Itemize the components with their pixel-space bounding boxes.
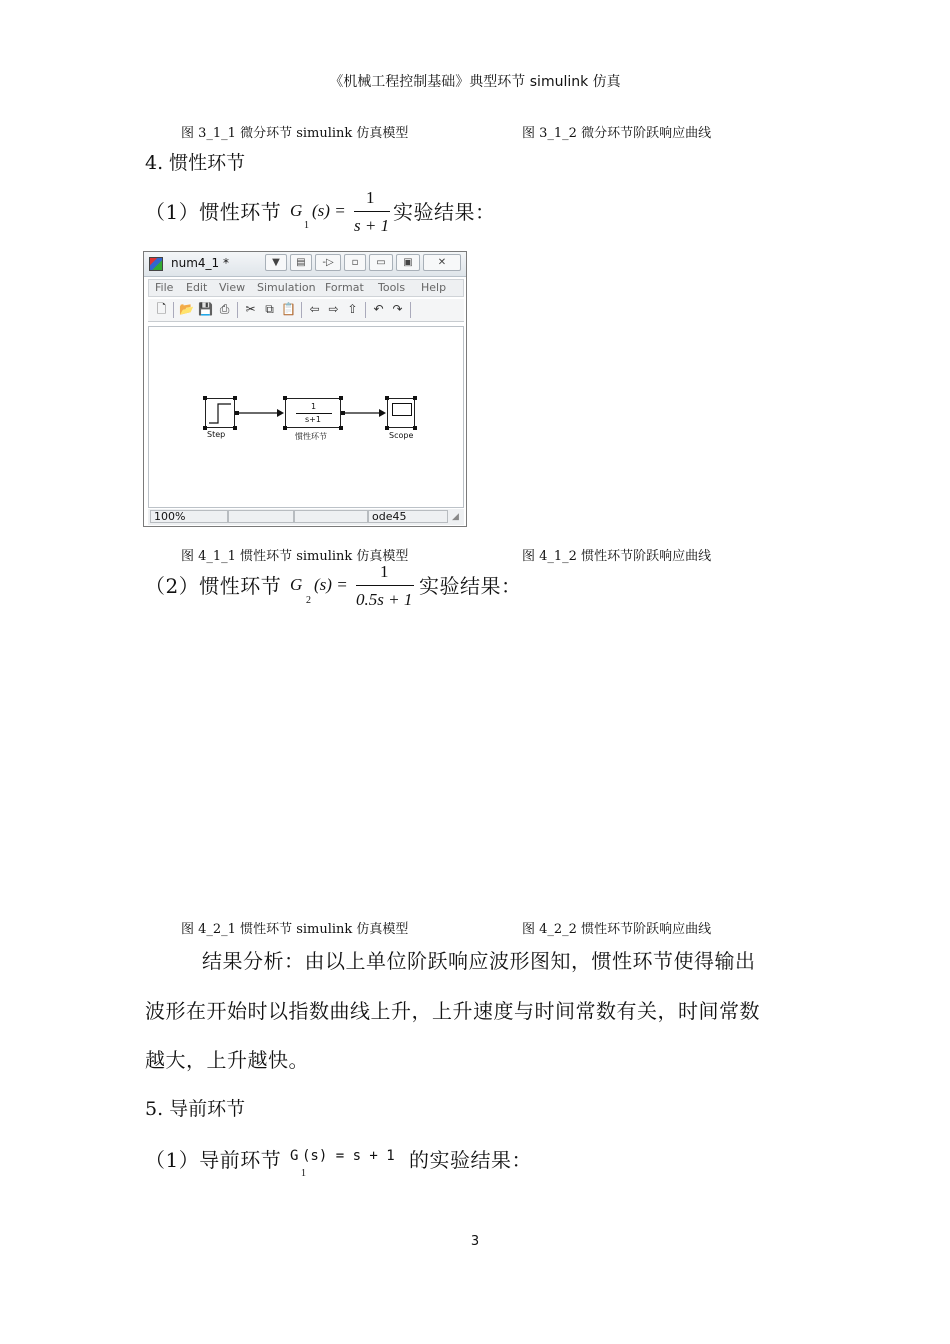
toolbar-separator <box>301 302 302 318</box>
formula-g2-arg: (s) = <box>314 575 348 594</box>
analysis-line-2: 波形在开始时以指数曲线上升，上升速度与时间常数有关，时间常数 <box>145 999 760 1023</box>
selection-handle <box>413 396 417 400</box>
menu-tools[interactable]: Tools <box>378 281 406 294</box>
menu-bar <box>148 279 464 297</box>
selection-handle <box>339 396 343 400</box>
selection-handle <box>283 426 287 430</box>
model-canvas[interactable] <box>148 326 464 508</box>
figure-caption-4-1-2: 图 4_1_2 惯性环节阶跃响应曲线 <box>522 549 712 564</box>
arrowhead-icon <box>277 409 284 417</box>
cut-icon[interactable]: ✂ <box>245 302 256 316</box>
toolbar-separator <box>410 302 411 318</box>
scope-screen-icon <box>392 403 412 416</box>
menu-simulation[interactable]: Simulation <box>257 281 316 294</box>
print-icon[interactable]: ⎙ <box>219 302 230 316</box>
figure-caption-4-2-1: 图 4_2_1 惯性环节 simulink 仿真模型 <box>181 922 409 937</box>
tf-numerator: 1 <box>311 402 317 411</box>
toolbar-separator <box>237 302 238 318</box>
status-bar <box>148 509 464 525</box>
maximize-button[interactable]: ▣ <box>396 254 420 271</box>
selection-handle <box>283 396 287 400</box>
menu-view[interactable]: View <box>219 281 246 294</box>
figure-caption-3-1-1: 图 3_1_1 微分环节 simulink 仿真模型 <box>181 126 409 141</box>
menu-help[interactable]: Help <box>421 281 447 294</box>
transfer-function-block[interactable] <box>285 398 341 428</box>
figure-caption-4-2-2: 图 4_2_2 惯性环节阶跃响应曲线 <box>522 922 712 937</box>
formula-g1-subscript: 1 <box>304 220 309 231</box>
selection-handle <box>339 426 343 430</box>
formula-g-lead-subscript: 1 <box>301 1168 306 1179</box>
scope-block-label: Scope <box>389 431 414 440</box>
tf-fraction-bar <box>296 413 332 414</box>
formula-g2 <box>290 562 418 614</box>
formula-g-lead <box>290 1148 410 1182</box>
up-arrow-icon[interactable]: ⇧ <box>347 302 358 316</box>
item-4-1-prefix: （1）惯性环节 <box>145 200 282 224</box>
toolbar-separator <box>365 302 366 318</box>
formula-g1 <box>290 188 394 238</box>
arrowhead-icon <box>379 409 386 417</box>
status-zoom: 100% <box>150 510 228 523</box>
formula-g1-fraction-bar <box>354 211 390 212</box>
minimize-button[interactable]: ▭ <box>369 254 393 271</box>
item-5-1-suffix: 的实验结果： <box>409 1148 532 1172</box>
formula-g2-subscript: 2 <box>306 595 311 606</box>
figure-caption-3-1-2: 图 3_1_2 微分环节阶跃响应曲线 <box>522 126 712 141</box>
scope-block[interactable] <box>387 398 415 428</box>
item-4-1-suffix: 实验结果： <box>393 200 496 224</box>
new-file-icon[interactable]: 🗋 <box>156 302 167 316</box>
selection-handle <box>233 426 237 430</box>
menu-format[interactable]: Format <box>325 281 364 294</box>
item-4-2-suffix: 实验结果： <box>419 574 522 598</box>
connect-icon[interactable]: -▷ <box>315 254 341 271</box>
window-title: num4_1 * <box>171 256 229 270</box>
formula-g1-denominator: s + 1 <box>354 216 390 235</box>
analysis-line-1: 结果分析：由以上单位阶跃响应波形图知，惯性环节使得输出 <box>202 949 756 973</box>
copy-icon[interactable]: ⧉ <box>265 302 274 316</box>
tf-block-label: 惯性环节 <box>295 432 327 441</box>
paste-icon[interactable]: 📋 <box>281 302 296 316</box>
undo-icon[interactable]: ↶ <box>373 302 384 316</box>
redo-icon[interactable]: ↷ <box>392 302 403 316</box>
status-solver: ode45 <box>368 510 448 523</box>
menu-edit[interactable]: Edit <box>186 281 208 294</box>
selection-handle <box>203 396 207 400</box>
formula-g-lead-rhs: (s) = s + 1 <box>302 1148 395 1164</box>
simulink-app-icon <box>149 257 163 271</box>
formula-g1-numerator: 1 <box>366 188 375 207</box>
chevron-down-icon[interactable]: ▼ <box>265 254 287 271</box>
page-header: 《机械工程控制基础》典型环节 simulink 仿真 <box>329 74 621 90</box>
formula-g2-numerator: 1 <box>380 562 389 581</box>
simulink-window <box>143 251 467 527</box>
small-window-icon[interactable]: ▫ <box>344 254 366 271</box>
selection-handle <box>385 396 389 400</box>
toolbar-separator <box>173 302 174 318</box>
item-4-2-prefix: （2）惯性环节 <box>145 574 282 598</box>
selection-handle <box>413 426 417 430</box>
formula-g-lead-symbol: G <box>290 1148 299 1164</box>
analysis-line-3: 越大，上升越快。 <box>145 1048 309 1072</box>
item-5-1-prefix: （1）导前环节 <box>145 1148 282 1172</box>
library-icon[interactable]: ▤ <box>290 254 312 271</box>
figure-caption-4-1-1: 图 4_1_1 惯性环节 simulink 仿真模型 <box>181 549 409 564</box>
page-number: 3 <box>470 1234 480 1249</box>
formula-g2-denominator: 0.5s + 1 <box>356 590 413 609</box>
section-5-heading: 5. 导前环节 <box>145 1098 246 1120</box>
menu-file[interactable]: File <box>155 281 174 294</box>
step-symbol-icon <box>206 399 234 427</box>
tf-denominator: s+1 <box>305 415 321 424</box>
formula-g2-symbol: G <box>290 575 303 594</box>
section-4-heading: 4. 惯性环节 <box>145 152 246 174</box>
status-empty-2 <box>294 510 368 523</box>
back-arrow-icon[interactable]: ⇦ <box>309 302 320 316</box>
selection-handle <box>385 426 389 430</box>
formula-g2-fraction-bar <box>356 585 414 586</box>
window-titlebar <box>144 252 466 277</box>
forward-arrow-icon[interactable]: ⇨ <box>328 302 339 316</box>
save-icon[interactable]: 💾 <box>198 302 213 316</box>
step-block[interactable] <box>205 398 235 428</box>
formula-g1-arg: (s) = <box>312 201 346 220</box>
toolbar <box>148 299 464 322</box>
close-button[interactable]: ✕ <box>423 254 461 271</box>
status-empty-1 <box>228 510 294 523</box>
selection-handle <box>233 396 237 400</box>
step-block-label: Step <box>207 430 226 439</box>
formula-g1-symbol: G <box>290 201 303 220</box>
resize-grip-icon[interactable]: ◢ <box>452 512 459 522</box>
open-folder-icon[interactable]: 📂 <box>179 302 194 316</box>
